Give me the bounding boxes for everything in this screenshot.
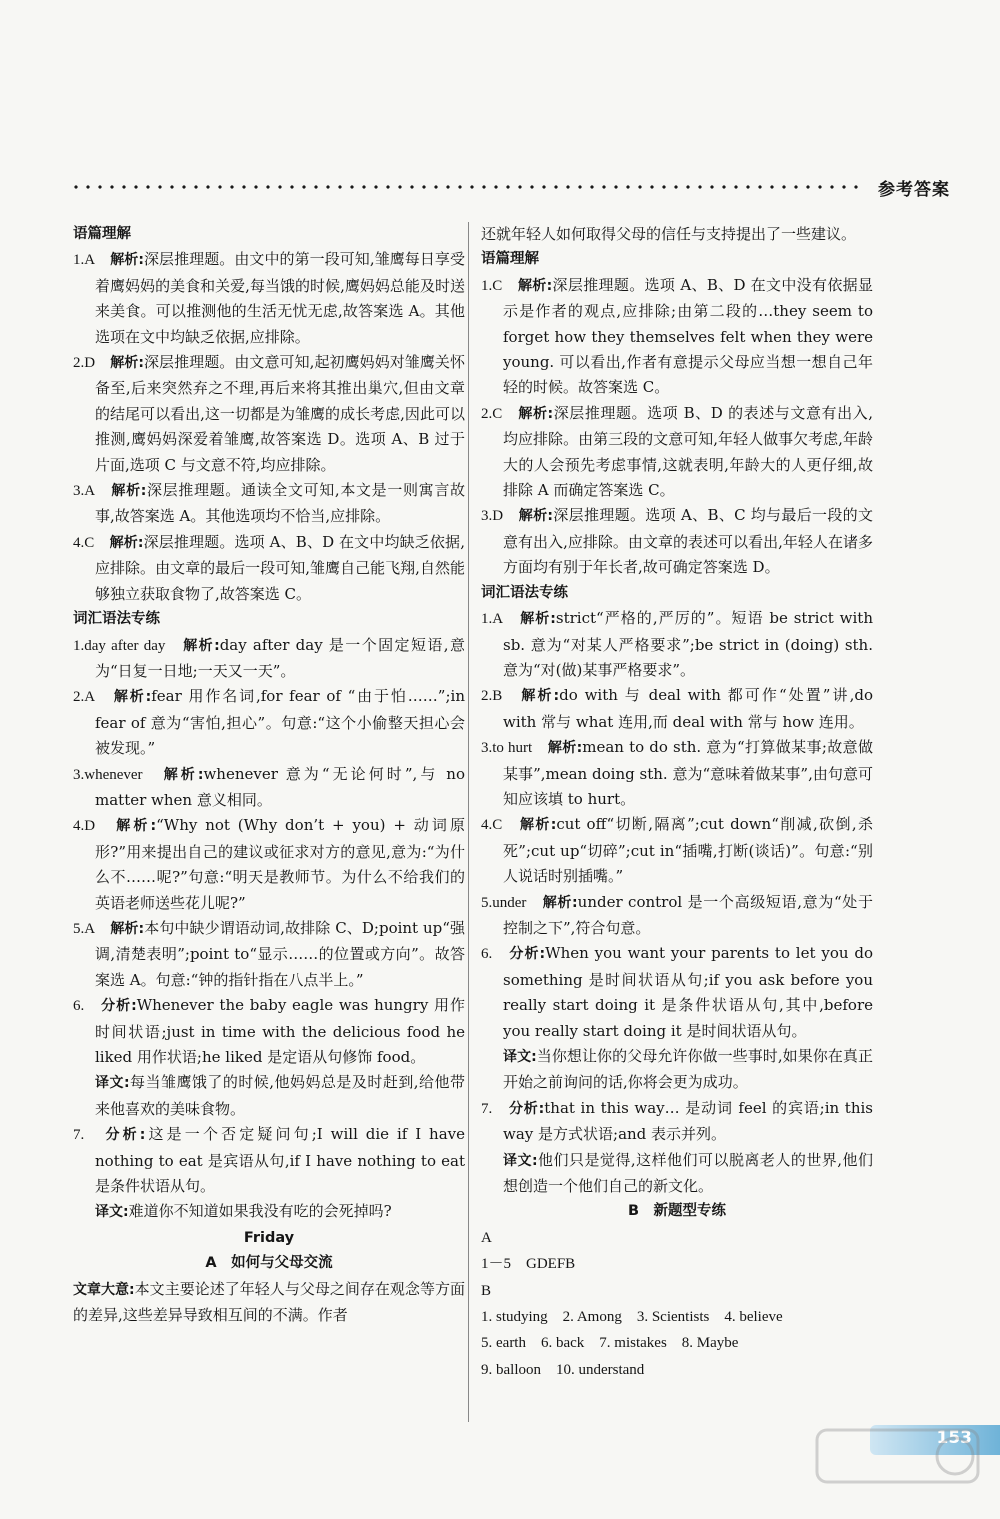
item-label: 解析: — [163, 766, 204, 783]
answer-item — [73, 684, 465, 761]
item-number: 4.C — [481, 817, 503, 834]
item-label: 分析: — [101, 998, 137, 1015]
answer-item — [73, 916, 465, 993]
heading-text: 语篇理解 — [481, 251, 539, 268]
item-text: 难道你不知道如果我没有吃的会死掉吗? — [128, 1202, 392, 1221]
item-number: 3.D — [481, 508, 504, 525]
center-heading — [481, 1199, 873, 1224]
item-text: 深层推理题。由文意可知,起初鹰妈妈对雏鹰关怀备至,后来突然弃之不理,再后来将其推出巢穴,但由文章的结尾可以看出,这一切都是为雏鹰的成长考虑,因此可以推测,鹰妈妈深爱着雏鹰,故答案选 D。选项 A、B 过于片面,选项 C 与文意不符,均应排除。 — [95, 353, 465, 474]
page-number: 153 — [936, 1428, 972, 1448]
item-text: 深层推理题。选项 A、B、C 均与最后一段的文意有出入,应排除。由文章的表述可以看出,年轻人在诸多方面均有别于年长者,故可确定答案选 D。 — [503, 506, 873, 577]
item-label: 解析: — [116, 818, 157, 835]
item-label: 解析: — [547, 740, 583, 757]
item-text: 每当雏鹰饿了的时候,他妈妈总是及时赶到,给他带来他喜欢的美味食物。 — [95, 1073, 465, 1118]
page-header — [70, 172, 950, 202]
column-divider — [468, 222, 469, 1422]
item-text: 深层推理题。由文中的第一段可知,雏鹰每日享受着鹰妈妈的美食和关爱,每当饿的时候,鹰妈妈总能及时送来美食。可以推测他的生活无忧无虑,故答案选 A。其他选项在文中均缺乏依据,应排除。 — [95, 250, 465, 346]
item-label: 解析: — [542, 894, 578, 911]
center-heading — [73, 1226, 465, 1251]
item-text: do with 与 deal with 都可作“处置”讲,do with 常与 what 连用,而 deal with 常与 how 连用。 — [503, 686, 873, 731]
item-text: whenever 意为“无论何时”,与 no matter when 意义相同。 — [95, 764, 465, 809]
item-label: 解析: — [110, 920, 145, 937]
item-text: “Why not (Why don’t + you) + 动词原形?”用来提出自己的建议或征求对方的意见,意为:“为什么不……呢?”句意:“明天是教师节。为什么不给我们的英语老师送些花儿呢?” — [95, 816, 465, 912]
answer-item — [481, 606, 873, 683]
heading-text: 语篇理解 — [73, 226, 131, 242]
section-heading — [481, 247, 873, 272]
section-heading — [73, 607, 465, 632]
translation — [73, 1199, 465, 1225]
answer-text: A — [481, 1229, 492, 1246]
item-label: 解析: — [111, 483, 147, 500]
paragraph — [481, 222, 873, 247]
paragraph — [73, 1277, 465, 1329]
item-label: 文章大意: — [73, 1281, 135, 1298]
item-text: that in this way… 是动词 feel 的宾语;in this way 是方式状语;and 表示并列。 — [503, 1098, 873, 1144]
item-text: 他们只是觉得,这样他们可以脱离老人的世界,他们想创造一个他们自己的新文化。 — [503, 1150, 873, 1196]
item-text: Whenever the baby eagle was hungry 用作时间状语;just in time with the delicious food he liked 用作状语;he liked 是定语从句修饰 food。 — [95, 996, 465, 1066]
answer-item — [481, 503, 873, 580]
item-label: 解析: — [183, 637, 220, 654]
item-number: 2.A — [73, 689, 96, 706]
item-text: under control 是一个高级短语,意为“处于控制之下”,符合句意。 — [503, 892, 873, 937]
translation — [73, 1070, 465, 1122]
answer-text: 9. balloon 10. understand — [481, 1361, 645, 1378]
answer-item — [73, 633, 465, 685]
dotted-rule — [70, 184, 858, 190]
item-number: 6. — [73, 998, 85, 1015]
item-text: day after day 是一个固定短语,意为“日复一日地;一天又一天”。 — [95, 635, 465, 680]
item-number: 7. — [73, 1127, 85, 1144]
answer-item — [481, 273, 873, 401]
translation — [481, 1044, 873, 1096]
center-heading-text: A 如何与父母交流 — [205, 1255, 333, 1272]
heading-text: 词汇语法专练 — [481, 584, 568, 601]
item-label: 解析: — [518, 508, 553, 525]
paragraph-text: 本文主要论述了年轻人与父母之间存在观念等方面的差异,这些差异导致相互间的不满。作者 — [73, 1279, 465, 1325]
item-label: 分析: — [508, 1100, 545, 1117]
section-heading — [481, 581, 873, 606]
answer-item — [481, 1096, 873, 1148]
answer-item — [73, 762, 465, 814]
item-text: 深层推理题。选项 B、D 的表述与文意有出入,均应排除。由第三段的文意可知,年轻人做事欠考虑,年龄大的人会预先考虑事情,这就表明,年龄大的人更仔细,故排除 A 而确定答案选 C。 — [503, 403, 873, 500]
item-number: 1.A — [73, 252, 96, 269]
item-label: 解析: — [110, 355, 144, 372]
answer-item — [481, 683, 873, 735]
item-number: 6. — [481, 946, 493, 963]
item-label: 解析: — [113, 689, 152, 706]
heading-text: 词汇语法专练 — [73, 611, 160, 628]
item-text: strict“严格的,严厉的”。短语 be strict with sb. 意为“对某人严格要求”;be strict in (doing) sth. 意为“对(做)某事严格要求”。 — [503, 609, 873, 679]
item-label: 解析: — [520, 611, 556, 628]
answer-item — [73, 993, 465, 1070]
item-number: 3.to hurt — [481, 740, 533, 757]
answer-line — [481, 1330, 873, 1356]
item-label: 解析: — [517, 277, 553, 294]
center-heading-text: B 新题型专练 — [627, 1203, 727, 1220]
answer-line — [481, 1251, 873, 1277]
item-number: 5.under — [481, 894, 527, 911]
item-label: 解析: — [520, 817, 557, 834]
answer-item — [73, 350, 465, 478]
item-label: 译文: — [503, 1152, 538, 1169]
item-text: When you want your parents to let you do something 是时间状语从句;if you ask before you really start doing it 是条件状语从句,其中,before you really start doing it 是时间状语从句。 — [503, 944, 873, 1040]
answer-text: 5. earth 6. back 7. mistakes 8. Maybe — [481, 1335, 739, 1352]
answer-item — [73, 478, 465, 530]
item-label: 译文: — [95, 1075, 130, 1092]
item-number: 1.C — [481, 277, 503, 294]
answer-item — [481, 890, 873, 942]
item-text: 本句中缺少谓语动词,故排除 C、D;point up“强调,清楚表明”;point to“显示……的位置或方向”。故答案选 A。句意:“钟的指针指在八点半上。” — [95, 918, 465, 989]
item-text: 这是一个否定疑问句;I will die if I have nothing to eat 是宾语从句,if I have nothing to eat 是条件状语从句。 — [95, 1125, 465, 1196]
answer-item — [73, 1122, 465, 1199]
answer-item — [73, 247, 465, 350]
answer-item — [73, 530, 465, 607]
item-number: 4.D — [73, 818, 96, 835]
item-label: 译文: — [95, 1204, 129, 1221]
answer-item — [481, 941, 873, 1044]
item-label: 分析: — [509, 946, 546, 963]
item-number: 4.C — [73, 534, 95, 551]
answer-text: B — [481, 1282, 492, 1299]
answer-item — [481, 735, 873, 812]
answer-text: 1－5 GDEFB — [481, 1256, 576, 1273]
item-label: 解析: — [518, 405, 554, 422]
item-number: 5.A — [73, 920, 96, 937]
center-heading-text: Friday — [243, 1229, 295, 1246]
item-number: 2.C — [481, 405, 503, 422]
item-number: 3.whenever — [73, 766, 143, 783]
item-label: 译文: — [503, 1049, 537, 1065]
paragraph-text: 还就年轻人如何取得父母的信任与支持提出了一些建议。 — [481, 225, 857, 243]
left-column — [73, 222, 465, 1328]
answer-line — [481, 1357, 873, 1383]
header-title: 参考答案 — [878, 179, 950, 200]
item-text: 深层推理题。选项 A、B、D 在文中没有依据显示是作者的观点,应排除;由第二段的…they seem to forget how they themselves felt when they were young. 可以看出,作者有意提示父母应当想一想自己年轻的时候。故答案选 C。 — [503, 275, 873, 397]
item-label: 解析: — [110, 252, 144, 269]
item-text: mean to do sth. 意为“打算做某事;故意做某事”,mean doing sth. 意为“意味着做某事”,由句意可知应该填 to hurt。 — [503, 738, 873, 808]
item-text: cut off“切断,隔离”;cut down“削减,砍倒,杀死”;cut up“切碎”;cut in“插嘴,打断(谈话)”。句意:“别人说话时别插嘴。” — [503, 815, 873, 886]
right-column — [481, 222, 873, 1383]
answer-text: 1. studying 2. Among 3. Scientists 4. believe — [481, 1309, 783, 1326]
item-number: 2.D — [73, 355, 96, 372]
item-label: 分析: — [105, 1127, 146, 1144]
item-text: fear 用作名词,for fear of “由于怕……”;in fear of 意为“害怕,担心”。句意:“这个小偷整天担心会被发现。” — [95, 687, 465, 758]
answer-line — [481, 1304, 873, 1330]
item-number: 1.day after day — [73, 637, 166, 654]
item-text: 当你想让你的父母允许你做一些事时,如果你在真正开始之前询问的话,你将会更为成功。 — [503, 1047, 873, 1092]
item-number: 7. — [481, 1100, 493, 1117]
answer-item — [481, 812, 873, 889]
answer-item — [73, 813, 465, 916]
item-number: 3.A — [73, 483, 96, 500]
item-number: 2.B — [481, 688, 503, 705]
item-text: 深层推理题。通读全文可知,本文是一则寓言故事,故答案选 A。其他选项均不恰当,应排除。 — [95, 481, 465, 526]
item-text: 深层推理题。选项 A、B、D 在文中均缺乏依据,应排除。由文章的最后一段可知,雏鹰自己能飞翔,自然能够独立获取食物了,故答案选 C。 — [95, 532, 465, 603]
item-label: 解析: — [521, 688, 560, 705]
section-heading — [73, 222, 465, 247]
answer-item — [481, 401, 873, 504]
watermark-logo — [815, 1428, 980, 1508]
center-heading — [73, 1251, 465, 1276]
answer-line — [481, 1278, 873, 1304]
answer-line — [481, 1225, 873, 1251]
translation — [481, 1148, 873, 1200]
item-number: 1.A — [481, 611, 504, 628]
item-label: 解析: — [109, 534, 144, 551]
